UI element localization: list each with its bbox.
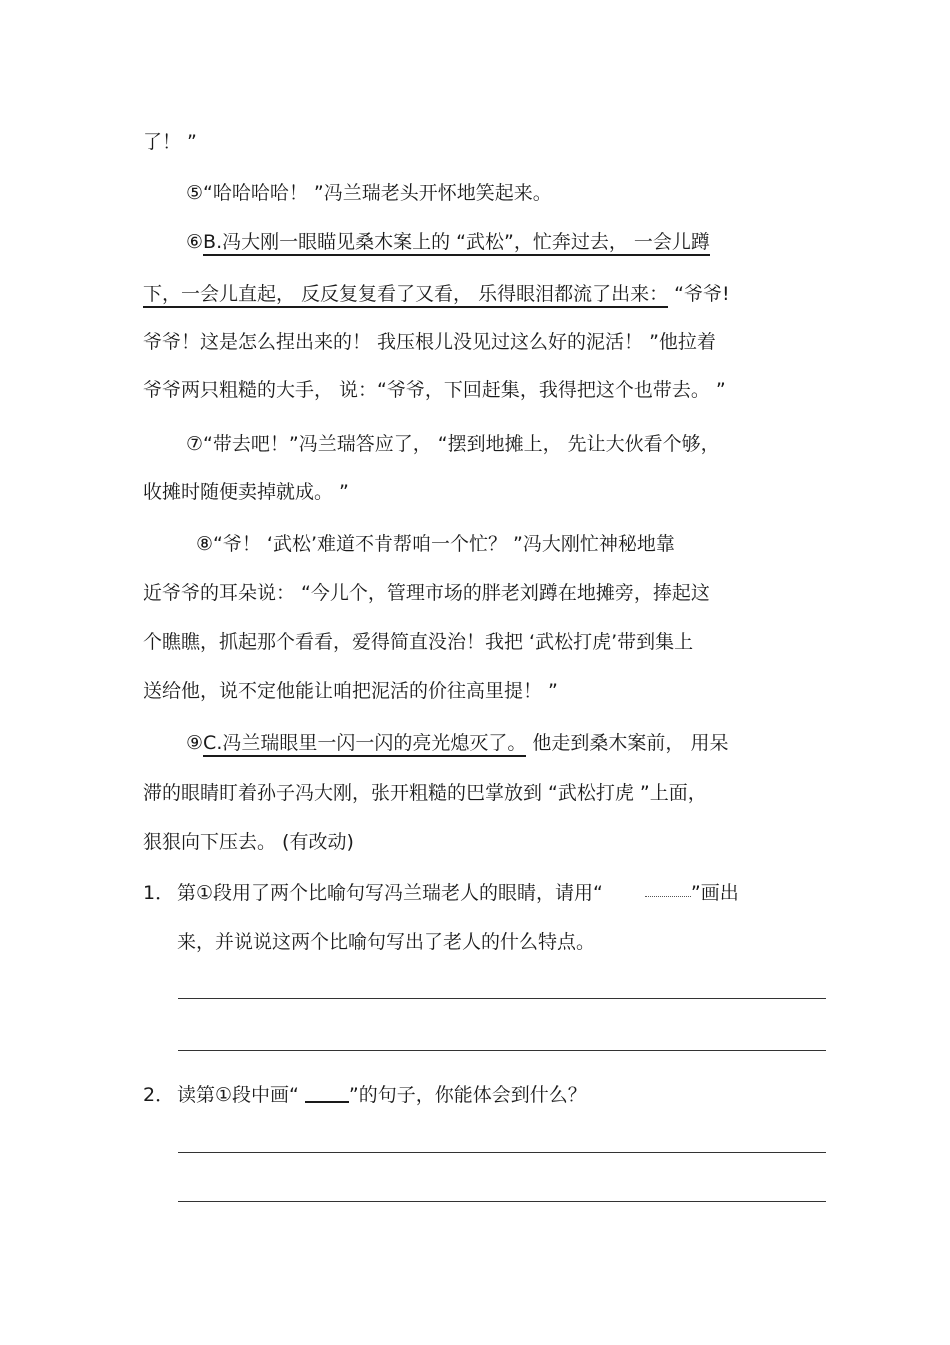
question-number: 2． — [143, 1084, 175, 1106]
question-1-cont: 来，并说说这两个比喻句写出了老人的什么特点。 — [177, 931, 596, 953]
question-text: ”画出 — [690, 882, 739, 904]
passage-line: 送给他，说不定他能让咱把泥活的价往高里提！ ” — [143, 680, 558, 702]
question-text: 读第①段中画“ — [177, 1084, 305, 1106]
passage-line: 爷爷两只粗糙的大手， 说：“爷爷，下回赶集，我得把这个也带去。 ” — [143, 379, 726, 401]
passage-line: 滞的眼睛盯着孙子冯大刚，张开粗糙的巴掌放到 “武松打虎 ”上面， — [143, 782, 707, 804]
underlined-sentence-b: B.冯大刚一眼瞄见桑木案上的 “武松”，忙奔过去， 一会儿蹲 — [203, 231, 710, 256]
paragraph-6-line — [186, 230, 710, 254]
straight-underline-mark — [305, 1085, 349, 1103]
answer-line[interactable] — [178, 998, 826, 999]
passage-text: “爷爷! — [668, 283, 730, 305]
question-text: 第①段用了两个比喻句写冯兰瑞老人的眼睛，请用“ — [177, 882, 609, 904]
passage-line: 个瞧瞧，抓起那个看看，爱得简直没治！我把 ‘武松打虎’带到集上 — [143, 631, 694, 653]
answer-line[interactable] — [178, 1152, 826, 1153]
paragraph-8: ⑧“爷！ ‘武松’难道不肯帮咱一个忙？ ”冯大刚忙神秘地靠 — [196, 533, 675, 555]
paragraph-number: ⑨ — [186, 732, 204, 754]
passage-text: 他走到桑木案前， 用呆 — [526, 732, 729, 754]
passage-line: 爷爷！这是怎么捏出来的！ 我压根儿没见过这么好的泥活！ ”他拉着 — [143, 331, 716, 353]
wavy-underline-mark — [645, 886, 691, 897]
question-2 — [143, 1083, 587, 1107]
passage-line: 收摊时随便卖掉就成。 ” — [143, 481, 349, 503]
paragraph-7: ⑦“带去吧！”冯兰瑞答应了， “摆到地摊上， 先让大伙看个够， — [186, 433, 720, 455]
passage-line: 了！ ” — [143, 131, 197, 153]
passage-line: 狠狠向下压去。 (有改动) — [143, 831, 354, 853]
underlined-sentence-c: C.冯兰瑞眼里一闪一闪的亮光熄灭了。 — [203, 732, 526, 757]
paragraph-9-line — [186, 731, 728, 755]
underlined-sentence-b-cont: 下，一会儿直起， 反反复复看了又看， 乐得眼泪都流了出来： — [143, 283, 668, 308]
answer-line[interactable] — [178, 1201, 826, 1202]
question-number: 1． — [143, 882, 175, 904]
passage-line — [143, 282, 730, 306]
question-text: ”的句子，你能体会到什么？ — [348, 1084, 587, 1106]
paragraph-5: ⑤“哈哈哈哈！ ”冯兰瑞老头开怀地笑起来。 — [186, 182, 552, 204]
answer-line[interactable] — [178, 1050, 826, 1051]
passage-line: 近爷爷的耳朵说： “今儿个，管理市场的胖老刘蹲在地摊旁，捧起这 — [143, 582, 710, 604]
paragraph-number: ⑥ — [186, 231, 204, 253]
question-1 — [143, 881, 739, 905]
